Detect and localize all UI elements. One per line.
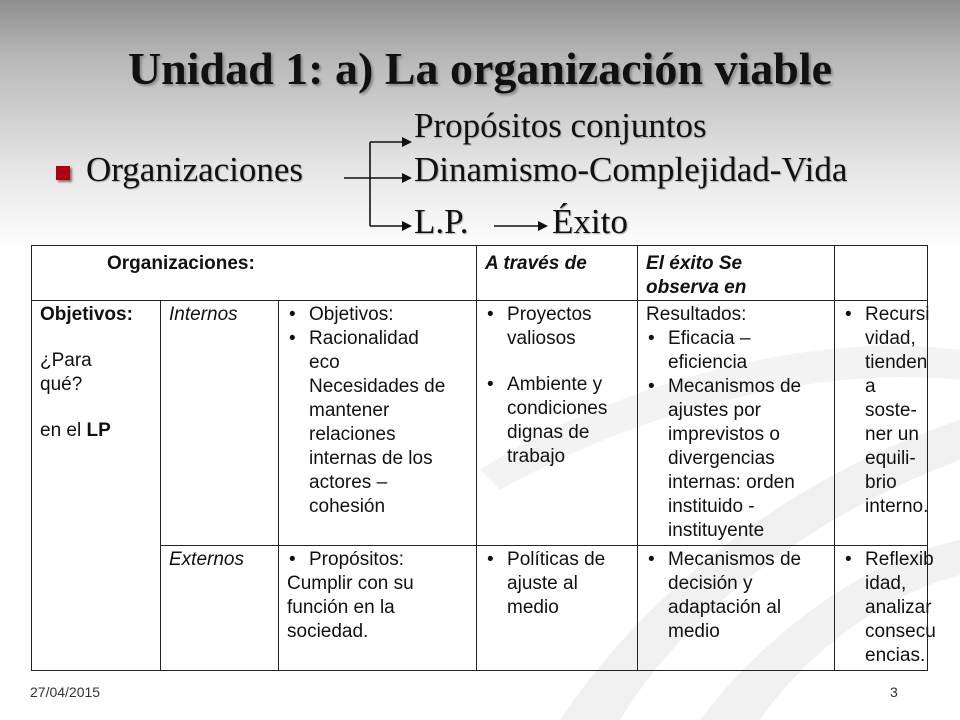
- branch-arrows: [0, 0, 960, 260]
- externos-propositos: • Propósitos: Cumplir con su función en la sociedad.: [279, 546, 477, 671]
- table-row-externos: [32, 546, 928, 671]
- branch-propositos: Propósitos conjuntos: [414, 106, 707, 145]
- bullet-organizaciones: Organizaciones: [86, 150, 304, 189]
- header-exito: El éxito Se observa en: [638, 246, 835, 301]
- table-header-row: [32, 246, 928, 301]
- internos-label: Internos: [161, 301, 279, 546]
- internos-recursividad: • Recursi vidad, tienden a soste- ner un equili- brio interno.: [835, 301, 928, 546]
- objetivos-cell: Objetivos: ¿Para qué? en el LP: [32, 301, 161, 671]
- internos-resultados: Resultados: • Eficacia – eficiencia • Mecanismos de ajustes por imprevistos o divergencias internas: orden instituido - instituyente: [638, 301, 835, 546]
- header-empty: [835, 246, 928, 301]
- table-row-internos: [32, 301, 928, 546]
- header-a-traves: A través de: [477, 246, 638, 301]
- header-organizaciones: Organizaciones:: [32, 246, 477, 301]
- internos-a-traves: • Proyectos valiosos • Ambiente y condiciones dignas de trabajo: [477, 301, 638, 546]
- branch-lp: L.P.: [414, 202, 469, 241]
- externos-reflexividad: • Reflexib idad, analizar consecu encias.: [835, 546, 928, 671]
- slide-title: Unidad 1: a) La organización viable: [127, 43, 833, 94]
- slide-date: 27/04/2015: [30, 684, 101, 700]
- slide-page-number: 3: [890, 684, 898, 700]
- internos-objetivos: • Objetivos: • Racionalidad eco Necesidades de mantener relaciones internas de los actores – cohesión: [279, 301, 477, 546]
- externos-label: Externos: [161, 546, 279, 671]
- externos-politicas: • Políticas de ajuste al medio: [477, 546, 638, 671]
- organizations-table: [31, 245, 936, 671]
- externos-mecanismos: • Mecanismos de decisión y adaptación al medio: [638, 546, 835, 671]
- branch-exito: Éxito: [552, 202, 628, 241]
- branch-dinamismo: Dinamismo-Complejidad-Vida: [414, 150, 848, 189]
